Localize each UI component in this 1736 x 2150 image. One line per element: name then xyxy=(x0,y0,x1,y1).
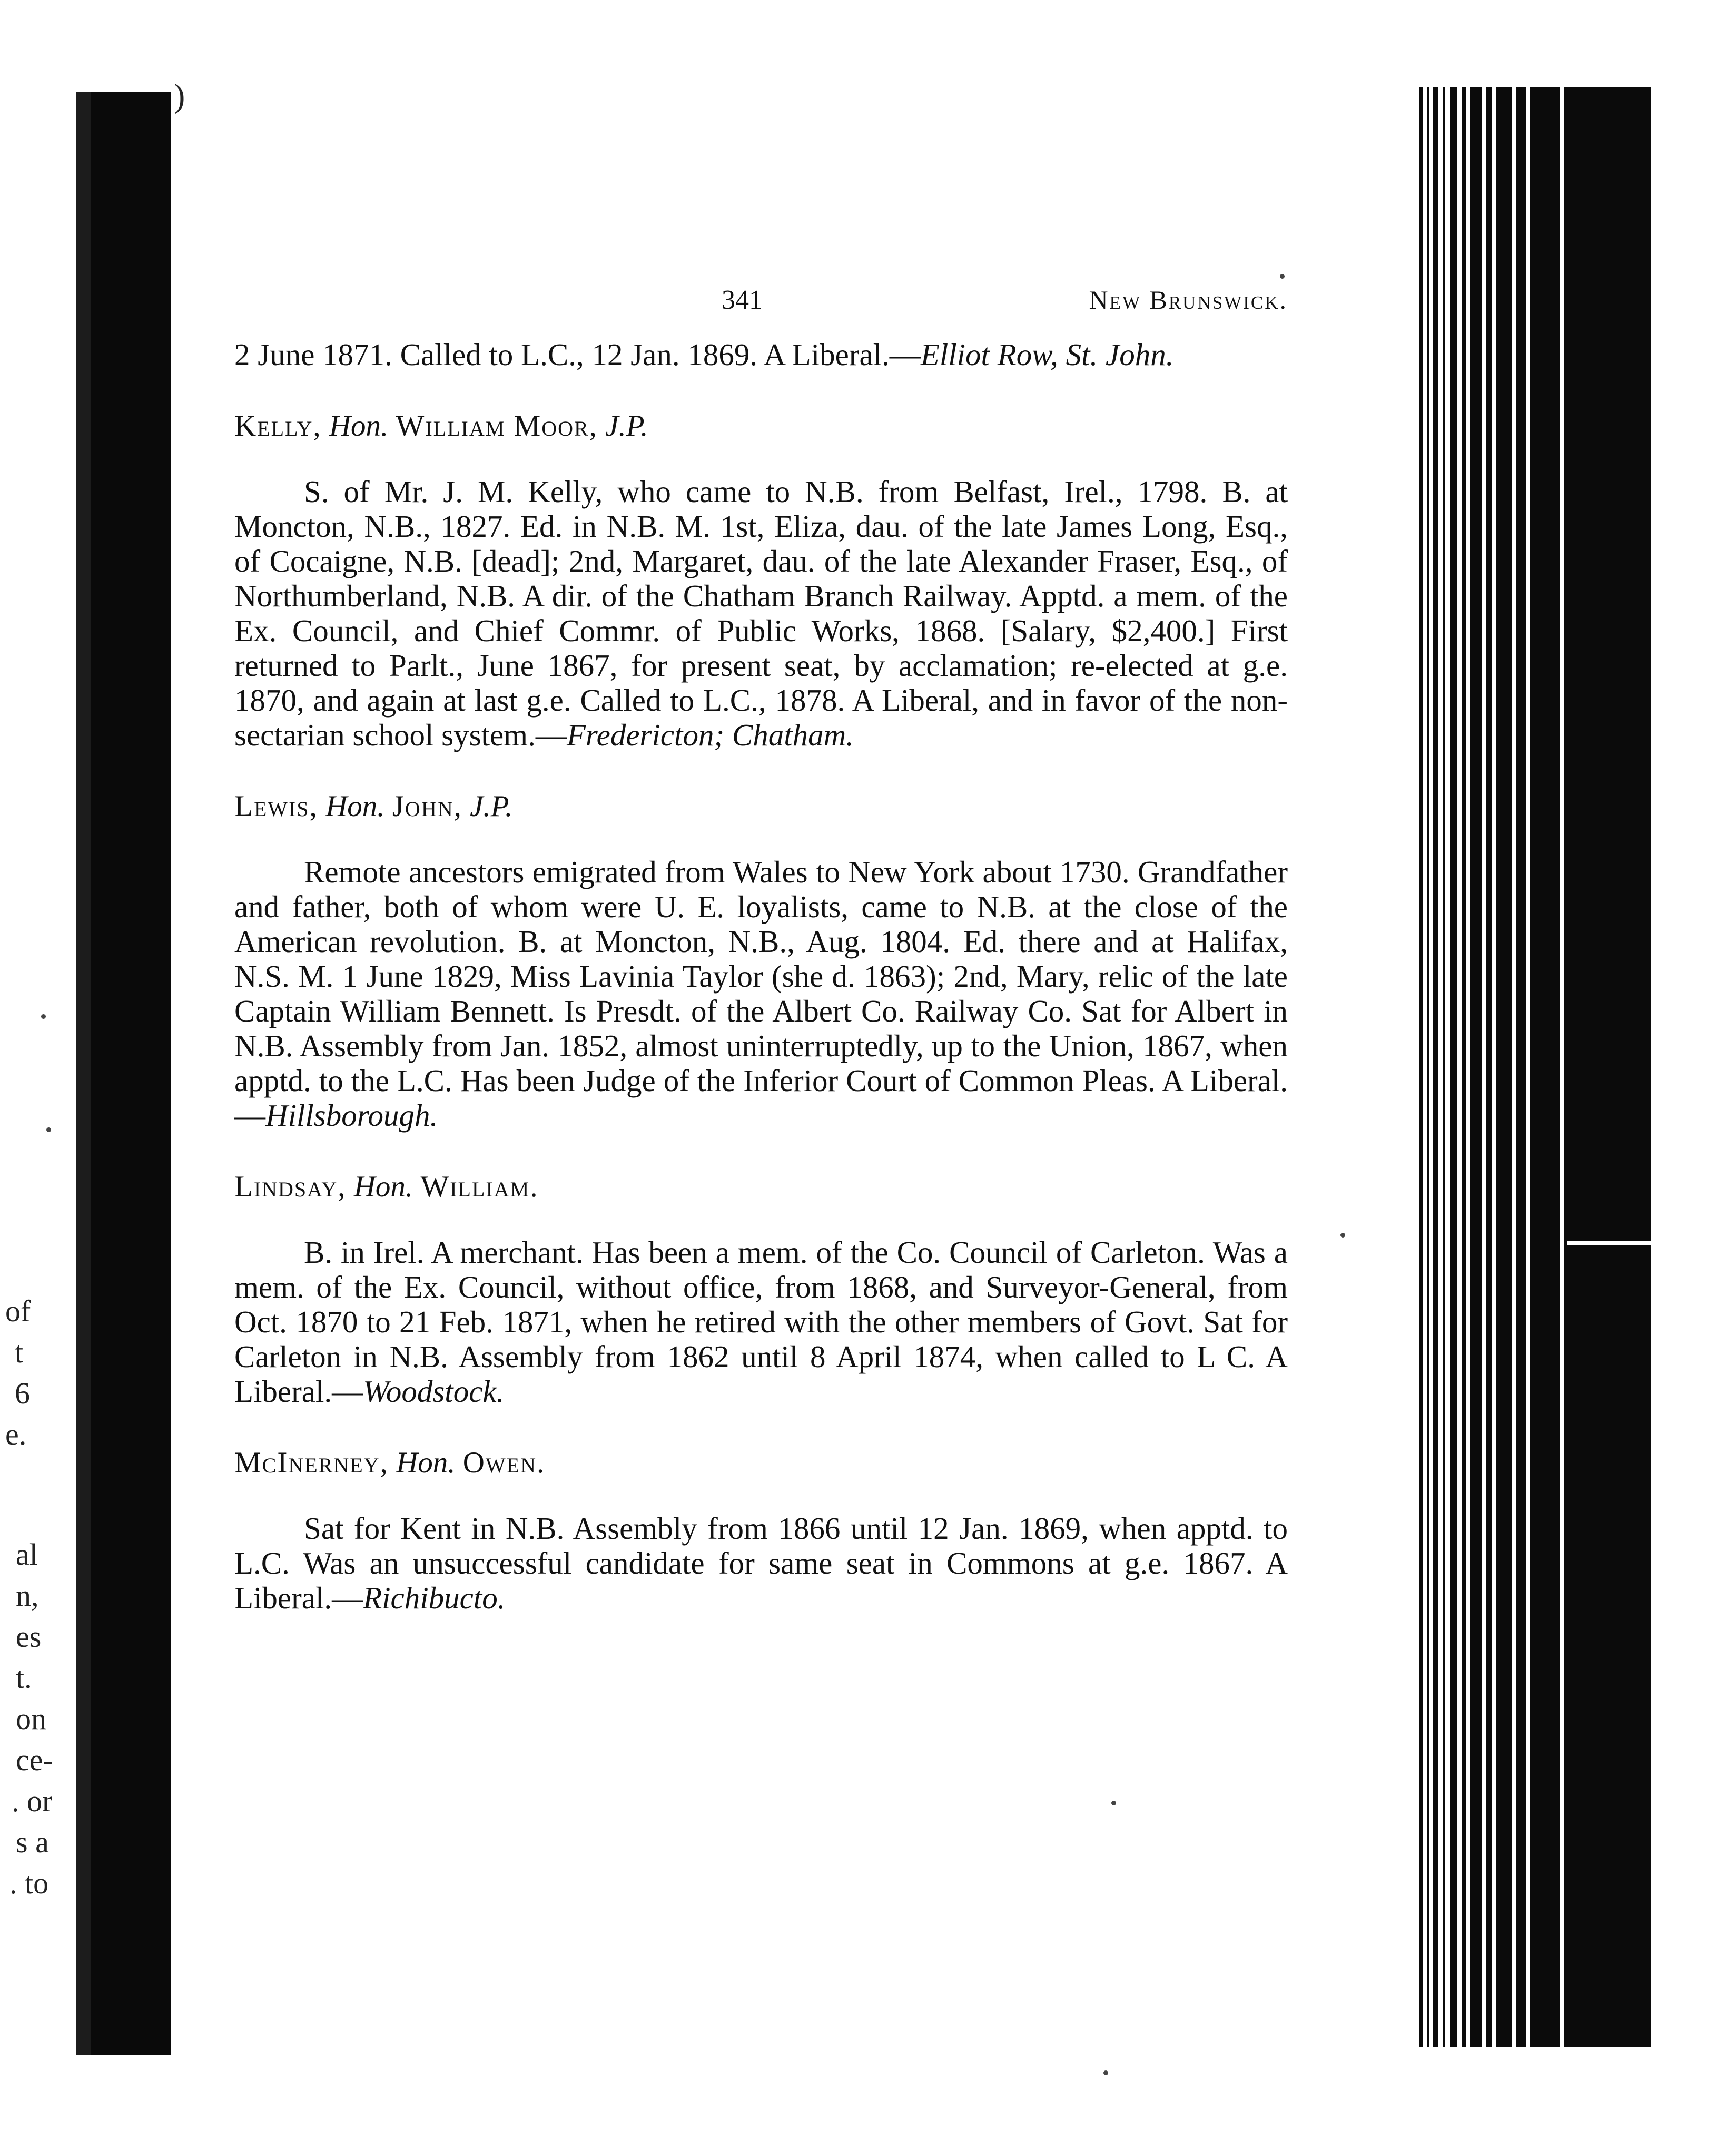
book-page xyxy=(234,284,1288,1615)
page-number: 341 xyxy=(722,285,763,315)
entry-biography: B. in Irel. A merchant. Has been a mem. of the Co. Council of Carleton. Was a mem. of the Ex. Council, without office, from 1868, and Surveyor-General, from Oct. 1870 to 21 Feb. 1871, when he retired with the other members of Govt. Sat for Carleton in N.B. Assembly from 1862 until 8 April 1874, when called to L C. A Liberal.—Woodstock. xyxy=(234,1235,1288,1409)
surname: Kelly, xyxy=(234,409,322,443)
scan-binding-shadow-left xyxy=(76,92,171,2055)
entry-biography: S. of Mr. J. M. Kelly, who came to N.B. from Belfast, Irel., 1798. B. at Moncton, N.B., 1827. Ed. in N.B. M. 1st, Eliza, dau. of the late James Long, Esq., of Cocaigne, N.B. [dead]; 2nd, Margaret, dau. of the late Alexander Fraser, Esq., of Northumberland, N.B. A dir. of the Chatham Branch Railway. Apptd. a mem. of the Ex. Council, and Chief Commr. of Public Works, 1868. [Salary, $2,400.] First returned to Parlt., June 1867, for present seat, by acclamation; re-elected at g.e. 1870, and again at last g.e. Called to L.C., 1878. A Liberal, and in favor of the non-sectarian school system.—Fredericton; Chatham. xyxy=(234,474,1288,752)
residence: Woodstock. xyxy=(363,1374,505,1409)
scan-page-edges-right xyxy=(1419,87,1651,2047)
entry-biography: Remote ancestors emigrated from Wales to New York about 1730. Grandfather and father, both of whom were U. E. loyalists, came to N.B. at the close of the American revolution. B. at Moncton, N.B., Aug. 1804. Ed. there and at Halifax, N.S. M. 1 June 1829, Miss Lavinia Taylor (she d. 1863); 2nd, Mary, relic of the late Captain William Bennett. Is Presdt. of the Albert Co. Railway Co. Sat for Albert in N.B. Assembly from Jan. 1852, almost uninterruptedly, up to the Union, 1867, when apptd. to the L.C. Has been Judge of the Inferior Court of Common Pleas. A Liberal.—Hillsborough. xyxy=(234,855,1288,1133)
residence: Fredericton; Chatham. xyxy=(566,718,854,752)
given-names: John, xyxy=(392,790,462,823)
continuation-paragraph: 2 June 1871. Called to L.C., 12 Jan. 1869. A Liberal.—Elliot Row, St. John. xyxy=(234,337,1174,372)
scan-mark: ) xyxy=(174,77,185,114)
entry-heading xyxy=(234,409,1288,444)
surname: Lindsay, xyxy=(234,1170,347,1203)
residence: Hillsborough. xyxy=(265,1098,438,1133)
given-names: Owen. xyxy=(462,1446,546,1479)
running-title: New Brunswick. xyxy=(1089,285,1288,315)
residence: Elliot Row, St. John. xyxy=(920,337,1174,372)
surname: Lewis, xyxy=(234,790,318,823)
residence: Richibucto. xyxy=(363,1580,506,1615)
entry-heading xyxy=(234,1170,1288,1204)
page-header xyxy=(234,284,1288,337)
honorific: Hon. xyxy=(329,409,389,443)
given-names: William. xyxy=(420,1170,539,1203)
suffix: J.P. xyxy=(605,409,648,443)
entry-heading xyxy=(234,789,1288,824)
facing-page-bleed: of t 6 e. al n, es t. on ce- . or s a . to xyxy=(5,1294,53,1900)
given-names: William Moor, xyxy=(396,409,598,443)
honorific: Hon. xyxy=(353,1170,413,1203)
surname: McInerney, xyxy=(234,1446,389,1479)
honorific: Hon. xyxy=(326,790,385,823)
entry-heading xyxy=(234,1446,1288,1480)
entry-biography: Sat for Kent in N.B. Assembly from 1866 until 12 Jan. 1869, when apptd. to L.C. Was an unsuccessful candidate for same seat in Commons at g.e. 1867. A Liberal.—Richibucto. xyxy=(234,1511,1288,1615)
honorific: Hon. xyxy=(396,1446,456,1479)
suffix: J.P. xyxy=(470,790,513,823)
